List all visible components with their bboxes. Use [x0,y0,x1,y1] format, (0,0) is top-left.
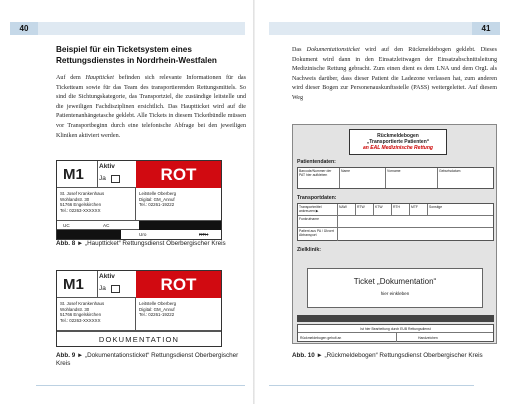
ticket-code: M1 [57,161,98,188]
ja-checkbox [111,175,120,183]
section-heading: Beispiel für ein Ticketsystem eines Rettungsdienstes in Nordrhein-Westfalen [56,45,217,65]
figure-caption-10: Abb. 10 ► „Rückmeldebogen“ Rettungsdienst Oberbergischer Kreis [292,352,483,359]
ticket-ja-label: Ja [99,285,106,292]
right-page [255,0,510,404]
hospital-address: St. Josef Krankenhaus Wohlandstr. 30 51766 Engelskirchen Tel.: 02263-XXXXXX [60,191,105,213]
form-separator-bar [297,315,494,322]
transport-data-label: Transportdaten: [297,195,337,201]
ticket-aktiv-label: Aktiv [99,163,115,170]
figure-caption-8: Abb. 8 ► „Hauptticket“ Rettungsdienst Oberbergischer Kreis [56,240,226,247]
form-footer-table: Ist hier Bearbeitung durch EUB Rettungsdienst Rückmeldebogen geholt an Handzeichen [297,324,494,342]
body-paragraph: Das Dokumentationsticket wird auf den Rückmeldebogen geklebt. Dieses Dokument wird dann in den Einsatzleitwagen der Einsatzabschnittsleitung Medizinische Rettung gebracht. Zum einen dient es dem LNA und dem OrgL als Nachweis darüber, dass dieser Patient die Ladezone verlassen hat, zum anderen wird dieser Bogen zur Personenauskunftsstelle (PASS) weitergeleitet. Auf diesem Weg [292,47,497,101]
target-clinic-label: Zielklinik: [297,247,321,253]
header-bar [10,22,245,35]
ticket-code: M1 [57,271,98,298]
triage-category: ROT [136,161,221,188]
main-ticket [56,160,222,240]
dispatch-address: Leitstelle Oberberg Digital: GM_Annuf Tel.: 02261-19222 [139,301,177,318]
ticket-aktiv-label: Aktiv [99,273,115,280]
footer-rule [36,385,245,386]
form-title: Rückmeldebogen „Transportierte Patienten“ an EAL Medizinische Rettung [349,129,447,155]
ticket-ja-label: Ja [99,175,106,182]
discipline-strip-1: UC AC [57,221,221,230]
documentation-ticket [56,270,222,347]
dispatch-address: Leitstelle Oberberg Digital: GM_Annuf Tel.: 02261-19222 [139,191,177,208]
header-bar [269,22,500,35]
feedback-form [292,124,497,344]
triage-category: ROT [136,271,221,298]
transport-data-table: Transportmittel ankreuzen ▶ NAW RTW KTW RTH MTF Sonstige Funkrufname Patient aus PA / Ülvorrt Abtransport [297,203,494,241]
ticket-paste-area: Ticket „Dokumentation“ hier einkleben [307,268,483,308]
page-number: 40 [10,22,38,35]
ja-checkbox [111,285,120,293]
page-number: 41 [472,22,500,35]
figure-caption-9: Abb. 9 ► „Dokumentationsticket“ Rettungsdienst Oberbergischer Kreis [56,352,239,367]
discipline-strip-2: Uro RTH [57,230,221,239]
body-paragraph: Auf dem Hauptticket befinden sich relevante Informationen für das Ticketteam sowie für das Team des transportierenden Rettungsmittels. So sind die Sichtungskategorie, das Transportziel, die zuständige leitstelle und die jeweiligen Fachdisziplinen ersichtlich. Das Hauptticket wird auf die Patientenanhängetasche geklebt. Alle Tickets in diesem Ticketbündle müssen vor Transportbeginn durch eine telefonische Abfrage bei den jeweiligen Kliniken aktiviert werden. [56,75,246,139]
documentation-label: DOKUMENTATION [57,331,221,346]
footer-rule [269,385,474,386]
hospital-address: St. Josef Krankenhaus Wohlandstr. 30 51766 Engelskirchen Tel.: 02263-XXXXXX [60,301,105,323]
patient-data-label: Patientendaten: [297,159,336,165]
patient-data-table: Barcode/Nummer der PAT hier aufkleben Name Vorname Geburtsdatum [297,167,494,189]
